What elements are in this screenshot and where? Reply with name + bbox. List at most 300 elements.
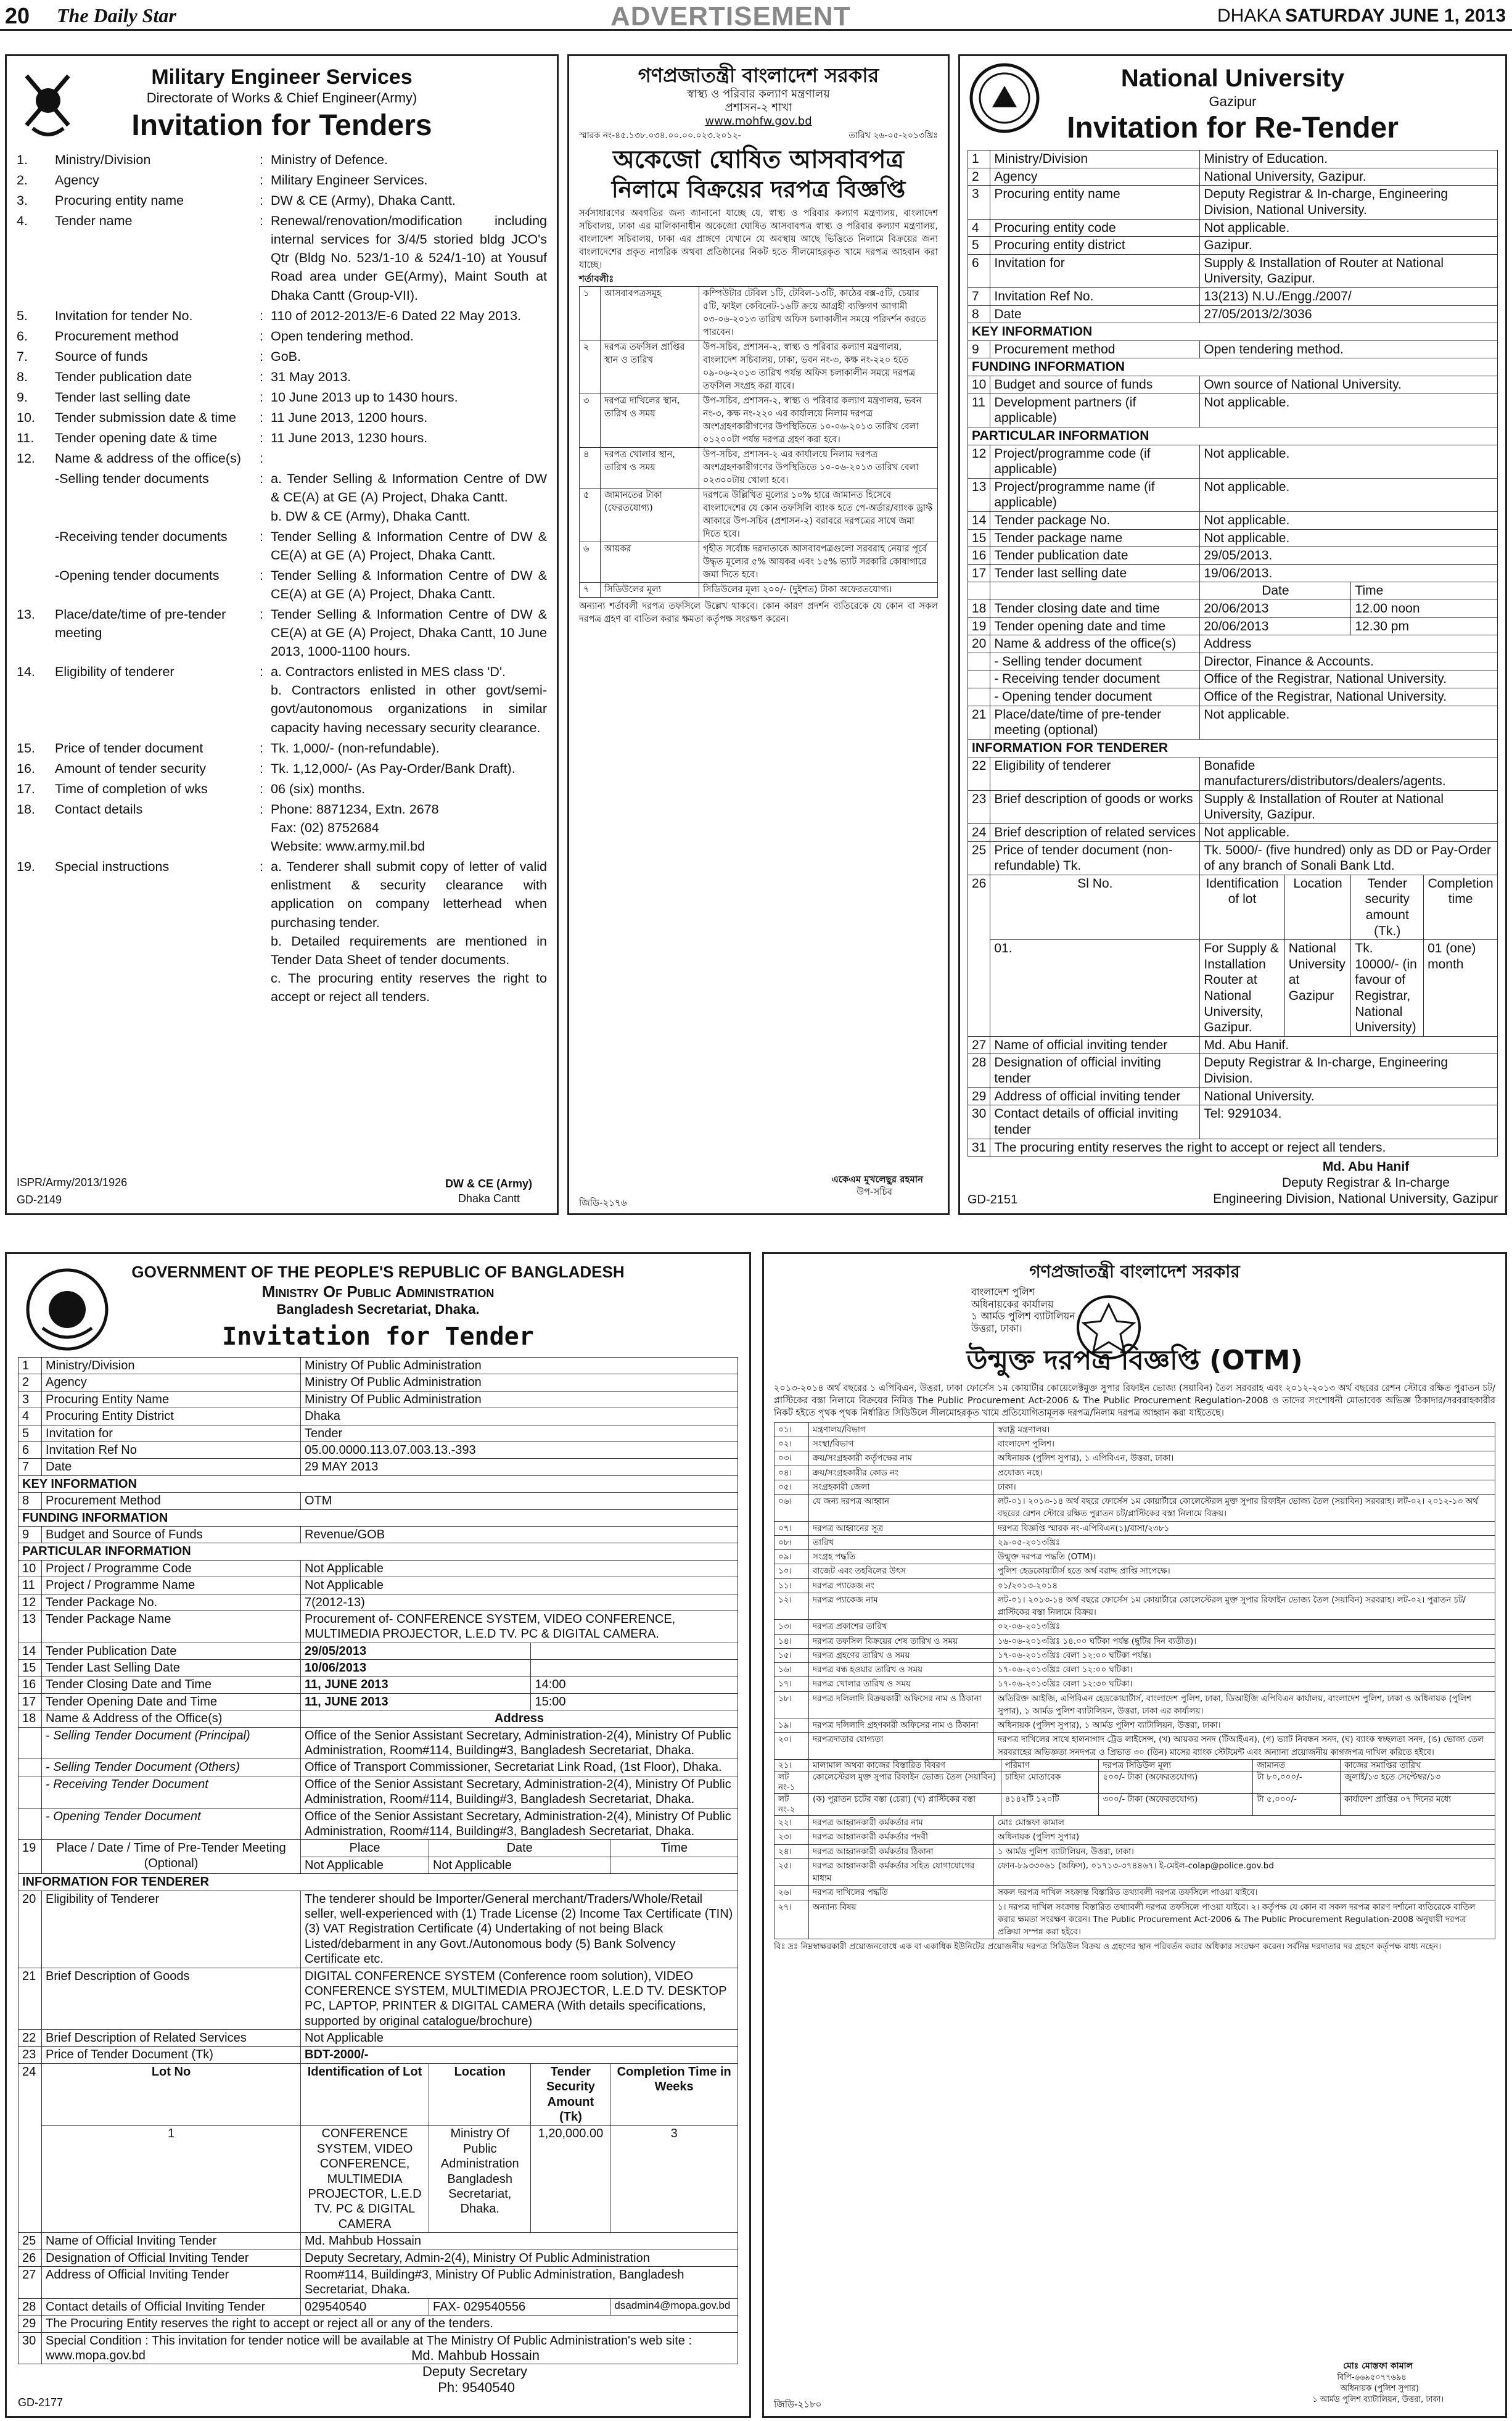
lot-cell: 01. <box>990 940 1200 1037</box>
row-label: -Selling tender documents <box>55 471 209 487</box>
date-time-row <box>18 1643 738 1659</box>
info-row <box>774 1620 1495 1634</box>
row-date: 11, JUNE 2013 <box>301 1677 531 1693</box>
row-label: -Opening tender documents <box>55 567 220 583</box>
row-number: ০৩। <box>774 1451 809 1466</box>
row-label: Tender Last Selling Date <box>42 1660 301 1677</box>
conditions-table <box>579 286 938 598</box>
row-number: 5 <box>18 1425 42 1441</box>
row-colon: : <box>260 193 263 208</box>
row-time: 15:00 <box>531 1693 738 1710</box>
pretender-row <box>18 1840 738 1857</box>
row-value: Tk. 5000/- (five hundred) only as DD or Pay-Order of any branch of Sonali Bank Ltd. <box>1200 841 1498 875</box>
row-label: Tender package name <box>990 529 1200 547</box>
masthead: The Daily Star <box>57 4 176 27</box>
government-seal-icon <box>24 1266 110 1353</box>
row-label: দরপত্র তফসিল বিক্রয়ের শেষ তারিখ ও সময় <box>809 1634 994 1648</box>
info-row <box>18 1968 738 2030</box>
tender-row <box>17 605 547 661</box>
row-number: 5. <box>17 308 28 323</box>
row-number: 2. <box>17 172 28 188</box>
row-value: Office of the Registrar, National University. <box>1200 670 1498 688</box>
memo-ref: স্মারক নং-৪৫.১৩৮.০৩৪.০০.০০.০২৩.২০১২- <box>579 130 741 141</box>
row-value: 110 of 2012-2013/E-6 Dated 22 May 2013. <box>271 308 522 323</box>
row-value: Not Applicable <box>301 1560 738 1577</box>
swords-emblem-icon <box>14 64 82 144</box>
row-label: দরপত্রদাতার যোগ্যতা <box>809 1733 994 1760</box>
signatory-title: Deputy Registrar & In-charge <box>1282 1176 1450 1190</box>
lot-header-row <box>774 1759 1495 1771</box>
row-value: 11 June 2013, 1230 hours. <box>271 431 428 446</box>
condition-row <box>580 394 938 447</box>
row-value: Gazipur. <box>1200 237 1498 255</box>
row-number: ০৭। <box>774 1521 809 1535</box>
time-value <box>610 1857 738 1873</box>
row-value: Ministry Of Public Administration <box>301 1358 738 1374</box>
lot-cell: ৪১৪২টি ১২০টি <box>1001 1794 1099 1816</box>
info-row <box>18 2030 738 2047</box>
office-row <box>18 1808 738 1840</box>
info-row <box>774 1691 1495 1718</box>
row-number: ২০। <box>774 1733 809 1760</box>
row-value: Tender <box>301 1425 738 1441</box>
info-row <box>968 151 1498 168</box>
condition-label: আসবাবপত্রসমূহ <box>601 286 699 340</box>
row-colon: : <box>260 801 263 817</box>
row-label: Project/programme code (if applicable) <box>990 445 1200 478</box>
row-label: সংগ্রহকারী জেলা <box>809 1480 994 1494</box>
row-number: 8 <box>18 1493 42 1509</box>
row-number: ১৩। <box>774 1620 809 1634</box>
row-value: ১। দরপত্র দাখিল সংক্রান্ত বিস্তারিত তথ্যাবলী দরপত্র তফসিলে পাওয়া যাইবে। ২। কর্তৃপক্ষ যে কোন বা সকল দরপত্র কারণ দর্শানো ব্যতিরেকে বাতিল করার ক্ষমতা সংরক্ষণ করেন। The Public Procurement Act-2006 & The Public Procurement Regulation-2008 অনুযায়ী দরপত্র প্রক্রিয়া সম্পন্ন করা হইবে। <box>994 1900 1495 1939</box>
condition-number: ১ <box>580 286 601 340</box>
row-value: Not applicable. <box>1200 529 1498 547</box>
row-value: 06 (six) months. <box>271 781 365 796</box>
row-number: 7 <box>968 288 990 306</box>
row-label: Invitation Ref No <box>42 1442 301 1459</box>
row-number: 28 <box>968 1054 990 1087</box>
row-value: Supply & Installation of Router at National University, Gazipur. <box>1200 790 1498 823</box>
row-label: Name & address of the office(s) <box>990 635 1200 653</box>
signatory-title: অধিনায়ক (পুলিশ সুপার) <box>1340 2384 1419 2394</box>
signatory-place: Dhaka Cantt <box>458 1192 520 1205</box>
row-label: Tender last selling date <box>55 389 191 405</box>
row-label: Tender publication date <box>990 547 1200 565</box>
row-value: দরপত্র দাখিলের সাথে হালনাগাদ ট্রেড লাইসেন্স, (খ) আয়কর সনদ (টিআইএন), (গ) ভ্যাট নিবন্ধন সনদ, (ঘ) ব্যাংক স্বচ্ছলতা সনদ, (ঙ) ভোজ্য তেল সরবরাহের অভিজ্ঞতা সনদপত্র ও প্রিভাত ৩০ (তিন) মাসের ব্যাংক স্টেটমেন্ট এবং অন্যান্য প্রয়োজনীয় কাগজপত্র দাখিল করিতে হইবে। <box>994 1733 1495 1760</box>
lot-cell: জুলাই/১৩ হতে সেপ্টেম্বর/১৩ <box>1341 1771 1495 1794</box>
condition-number: ৪ <box>580 447 601 488</box>
row-label: Eligibility of tenderer <box>990 757 1200 790</box>
section-heading: PARTICULAR INFORMATION <box>18 1543 738 1560</box>
row-number: 14 <box>18 1643 42 1659</box>
info-row <box>968 445 1498 478</box>
section-header-row <box>968 323 1498 341</box>
row-label: মন্ত্রণালয়/বিভাগ <box>809 1422 994 1437</box>
section-header-row <box>18 1874 738 1891</box>
row-value: Tk. 1,12,000/- (As Pay-Order/Bank Draft). <box>271 761 516 776</box>
page-number: 20 <box>5 3 30 28</box>
lot-cell: Tk. 10000/- (in favour of Registrar, National University) <box>1351 940 1424 1037</box>
row-number: ১৯। <box>774 1718 809 1733</box>
gd-number: জিডি-২১৭৬ <box>579 1197 627 1208</box>
row-number: ০৮। <box>774 1535 809 1549</box>
tender-row <box>17 307 547 325</box>
info-row <box>18 1891 738 1968</box>
row-number: 1 <box>968 151 990 168</box>
row-number: 19 <box>18 1840 42 1874</box>
row-label: Ministry/Division <box>990 151 1200 168</box>
row-label: Amount of tender security <box>55 761 206 776</box>
row-value: ১৭-০৬-২০১৩খ্রিঃ বেলা ১২:৩০ ঘটিকা। <box>994 1677 1495 1691</box>
tender-rows <box>17 151 547 1006</box>
row-number: ২২। <box>774 1816 809 1830</box>
row-number: 11 <box>968 394 990 427</box>
tender-row <box>17 449 547 468</box>
contact-email: dsadmin4@mopa.gov.bd <box>610 2298 738 2315</box>
row-number: 15. <box>17 740 35 756</box>
lot-header-cell: Tender security amount (Tk.) <box>1351 875 1424 939</box>
lot-cell: For Supply & Installation Router at National University, Gazipur. <box>1200 940 1284 1037</box>
place: উত্তরা, ঢাকা। <box>971 1322 1022 1334</box>
row-number: 19. <box>17 859 35 875</box>
info-row <box>968 237 1498 255</box>
row-label: Procuring Entity Name <box>42 1391 301 1408</box>
row-number: 9 <box>18 1526 42 1543</box>
row-value: Room#114, Building#3, Ministry Of Public Administration, Bangladesh Secretariat, Dhaka. <box>301 2266 738 2298</box>
row-colon: : <box>260 308 263 323</box>
row-label: Procuring entity code <box>990 219 1200 237</box>
info-row <box>968 394 1498 427</box>
row-value: Own source of National University. <box>1200 376 1498 394</box>
info-row <box>968 340 1498 358</box>
row-value: Md. Abu Hanif. <box>1200 1036 1498 1054</box>
row-value: Special Condition : This invitation for tender notice will be available at The Ministry Of Public Administration's web site : www.mopa.gov.bd <box>42 2332 738 2364</box>
gov-name: GOVERNMENT OF THE PEOPLE'S REPUBLIC OF BANGLADESH <box>131 1263 625 1281</box>
row-value: 7(2012-13) <box>301 1594 738 1611</box>
signatory-title: উপ-সচিব <box>857 1186 892 1197</box>
row-number: 4. <box>17 213 28 229</box>
row-label: Place/date/time of pre-tender meeting <box>55 607 226 641</box>
row-value: অতিরিক্ত আইজি, এপিবিএন হেডকোয়ার্টার্স, বাংলাদেশ পুলিশ, ঢাকা, ডিআইজি এপিবিএন কার্যালয়, বাংলাদেশ পুলিশ, ঢাকা ও অধিনায়ক (পুলিশ সুপার), ১ আর্মড পুলিশ ব্যাটালিয়ন, উত্তরা, ঢাকা এর কার্যালয়। <box>994 1691 1495 1718</box>
row-value: উন্মুক্ত দরপত্র পদ্ধতি (OTM)। <box>994 1550 1495 1564</box>
tender-row <box>17 408 547 427</box>
row-number: ০১। <box>774 1422 809 1437</box>
row-value: DW & CE (Army), Dhaka Cantt. <box>271 193 456 208</box>
row-label: Brief Description of Goods <box>42 1968 301 2030</box>
info-row <box>18 2332 738 2364</box>
row-number: 17 <box>18 1693 42 1710</box>
row-number: 13. <box>17 607 35 622</box>
row-number: 30 <box>18 2332 42 2364</box>
ad-health-auction <box>567 54 950 1215</box>
info-row <box>968 564 1498 582</box>
row-label: Ministry/Division <box>42 1358 301 1374</box>
row-label: -Receiving tender documents <box>55 529 228 544</box>
row-number: 25 <box>18 2233 42 2250</box>
condition-row <box>580 582 938 597</box>
blank-cell <box>18 1759 42 1776</box>
row-colon: : <box>260 172 263 188</box>
ministry: স্বাস্থ্য ও পরিবার কল্যাণ মন্ত্রণালয় <box>687 88 830 101</box>
row-number: 12 <box>968 445 990 478</box>
row-label: Tender opening date & time <box>55 431 217 446</box>
row-value: 11 June 2013, 1200 hours. <box>271 410 428 426</box>
lot-cell: (ক) পুরাতন চটের বস্তা (চেরা) (খ) প্লাস্টিকের বস্তা <box>809 1794 1001 1816</box>
row-number: 24 <box>18 2063 42 2232</box>
date-time-row <box>18 1693 738 1710</box>
row-label: Contact details <box>55 801 143 817</box>
row-number: ০২। <box>774 1437 809 1451</box>
info-row <box>774 1677 1495 1691</box>
row-value: Tender Selling & Information Centre of DW & CE(A) at GE (A) Project, Dhaka Cantt. <box>271 567 547 601</box>
row-number: 18. <box>17 801 35 817</box>
lot-row <box>774 1771 1495 1794</box>
tender-row <box>17 212 547 304</box>
row-number: 17. <box>17 781 35 796</box>
info-row <box>968 688 1498 706</box>
info-row <box>18 2266 738 2298</box>
contact-phone: 029540540 <box>301 2298 429 2315</box>
row-value: Ministry Of Public Administration <box>301 1374 738 1391</box>
row-colon: : <box>260 740 263 756</box>
section-heading: INFORMATION FOR TENDERER <box>18 1874 738 1891</box>
row-number: 25 <box>968 841 990 875</box>
row-number: 29 <box>18 2316 42 2332</box>
info-row <box>774 1886 1495 1900</box>
row-value: সকল দরপত্র দাখিল সংক্রান্ত বিস্তারিত তথ্যাবলী দরপত্র তফসিলে পাওয়া যাইবে। <box>994 1886 1495 1900</box>
row-time: 12.00 noon <box>1351 600 1498 618</box>
info-row <box>774 1844 1495 1858</box>
row-number: 26 <box>18 2250 42 2266</box>
row-number: ১৮। <box>774 1691 809 1718</box>
org-name: National University <box>1120 65 1345 92</box>
row-number: ১৭। <box>774 1677 809 1691</box>
row-number: 5 <box>968 237 990 255</box>
row-number: 11 <box>18 1577 42 1594</box>
info-row <box>774 1521 1495 1535</box>
page-header <box>0 0 1512 31</box>
info-row <box>18 1577 738 1594</box>
row-value: Bonafide manufacturers/distributors/dealers/agents. <box>1200 757 1498 790</box>
condition-value: গৃহীত সর্বোচ্চ দরদাতাকে আসবাবপত্রগুলো সরবরাহ নেয়ার পূর্বে উদ্ধৃত মূল্যের ৫% আয়কর এবং ১৫% ভ্যাট সরকারি কোষাগারে জমা দিতে হবে। <box>699 542 938 582</box>
row-date: 29/05/2013 <box>301 1643 531 1659</box>
address-header: Address <box>301 1710 738 1727</box>
ispr-ref: ISPR/Army/2013/1926 <box>17 1176 128 1189</box>
tender-row <box>17 327 547 345</box>
row-label: Budget and source of funds <box>990 376 1200 394</box>
row-value: ০১/২০১৩-২০১৪ <box>994 1578 1495 1593</box>
signatory-bp: বিপি-৬৬৯৫০৭৭৬৯৪ <box>1337 2373 1407 2383</box>
footer-text: অন্যান্য শর্তাবলী দরপত্র তফসিলে উল্লেখ থাকবে। কোন কারণ প্রদর্শন ব্যতিরেকে যে কোন বা সকল দরপত্র গ্রহণ বা বাতিল করার ক্ষমতা কর্তৃপক্ষ সংরক্ষণ করেন। <box>579 601 938 624</box>
row-label: Procurement method <box>55 328 179 344</box>
section-heading: INFORMATION FOR TENDERER <box>968 739 1498 757</box>
ad-title: Invitation for Tenders <box>131 109 432 142</box>
row-label: দরপত্র প্যাকেজ নং <box>809 1578 994 1593</box>
signatory: DW & CE (Army) <box>445 1178 532 1190</box>
lot-row <box>968 940 1498 1037</box>
row-date: 11, JUNE 2013 <box>301 1693 531 1710</box>
row-value: লট-০১। ২০১৩-১৪ অর্থ বছরে ফোর্সেস ১ম কোয়ার্টারে কোলেস্টেরল মুক্ত সুপার রিফাইন ভোজ্য তৈল (সয়াবিন) সরবরাহ। লট-০২। ২০১২-১৩ অর্থ বছরের রেশন স্টোরে রক্ষিত পুরাতন চট/প্লাস্টিকের বস্তা নিলামে বিক্রয়। <box>994 1495 1495 1522</box>
row-label: দরপত্র প্যাকেজ নাম <box>809 1593 994 1620</box>
row-time <box>531 1660 738 1677</box>
row-value: a. Contractors enlisted in MES class 'D'. b. Contractors enlisted in other govt/semi-govt/autonomous organizations in similar capacity having necessary security clearance. <box>271 664 547 735</box>
info-row <box>968 376 1498 394</box>
info-row <box>774 1535 1495 1549</box>
ad-title: Invitation for Re-Tender <box>1067 111 1399 144</box>
lot-header-cell: পরিমাণ <box>1001 1759 1099 1771</box>
row-label: Brief description of goods or works <box>990 790 1200 823</box>
condition-label: দরপত্র খোলার স্থান, তারিখ ও সময় <box>601 447 699 488</box>
row-label: Tender opening date and time <box>990 617 1200 635</box>
condition-row <box>580 488 938 542</box>
row-label: Tender Package Name <box>42 1611 301 1643</box>
info-row <box>968 1139 1498 1157</box>
lot-header-cell: Sl No. <box>990 875 1200 939</box>
lot-row <box>18 2126 738 2233</box>
branch: প্রশাসন-২ শাখা <box>725 101 792 114</box>
blank-cell <box>18 1808 42 1840</box>
row-number: ১২। <box>774 1593 809 1620</box>
lot-header-cell: Tender Security Amount (Tk) <box>531 2063 610 2126</box>
row-colon: : <box>260 431 263 446</box>
tender-row <box>17 759 547 778</box>
info-row <box>774 1593 1495 1620</box>
section-heading: KEY INFORMATION <box>18 1475 738 1492</box>
row-number: 15 <box>18 1660 42 1677</box>
row-value: Tel: 9291034. <box>1200 1105 1498 1139</box>
row-number: 18 <box>18 1710 42 1727</box>
info-row <box>968 547 1498 565</box>
condition-number: ৫ <box>580 488 601 542</box>
conditions-heading: শর্তাবলীঃ <box>579 273 614 285</box>
row-value: Office of the Registrar, National University. <box>1200 688 1498 706</box>
info-row <box>968 635 1498 653</box>
row-label: Designation of Official Inviting Tender <box>42 2250 301 2266</box>
row-number: ১৬। <box>774 1663 809 1677</box>
row-number: 13 <box>968 478 990 511</box>
tender-row <box>17 469 547 525</box>
dateline: DHAKA SATURDAY JUNE 1, 2013 <box>1217 6 1506 26</box>
row-label: Project / Programme Name <box>42 1577 301 1594</box>
info-row <box>18 1493 738 1509</box>
row-value: DIGITAL CONFERENCE SYSTEM (Conference room solution), VIDEO CONFERENCE SYSTEM, MULTIMEDIA PROJECTOR, L.E.D TV. DESKTOP PC, LAPTOP, PRINTER & DIGITAL CAMERA (With details specifications, supported by original catalogue/brochure) <box>301 1968 738 2030</box>
section-heading: FUNDING INFORMATION <box>18 1509 738 1526</box>
row-value: Not applicable. <box>1200 511 1498 529</box>
row-colon: : <box>260 529 263 544</box>
condition-label: সিডিউলের মূল্য <box>601 582 699 597</box>
section-header-row <box>18 1543 738 1560</box>
row-number: 1. <box>17 152 28 167</box>
ministry: Ministry Of Public Administration <box>261 1282 495 1301</box>
row-number: 11. <box>17 431 35 446</box>
info-row <box>968 757 1498 790</box>
office-label: - Opening Tender Document <box>42 1808 301 1840</box>
office-label: - Selling Tender Document (Principal) <box>42 1727 301 1759</box>
row-label: Time of completion of wks <box>55 781 208 796</box>
row-number: 12. <box>17 451 35 466</box>
row-number: ১১। <box>774 1578 809 1593</box>
row-number: 7. <box>17 349 28 364</box>
info-row <box>774 1816 1495 1830</box>
row-label: দরপত্র আহ্বানকারী কর্মকর্তার সহিত যোগাযোগের মাধ্যম <box>809 1858 994 1886</box>
row-value: Renewal/renovation/modification including internal services for 3/4/5 storied bldg JCO's Qtr (Bldg No. 523/1-10 & 524/1-10) at Yousuf Road area under GE(Army), Maint South at Dhaka Cantt (Group-VII). <box>271 213 547 303</box>
condition-number: ৩ <box>580 394 601 447</box>
row-number: 30 <box>968 1105 990 1139</box>
lot-header-cell: Completion Time in Weeks <box>610 2063 738 2126</box>
row-value: Open tendering method. <box>1200 340 1498 358</box>
row-value: Ministry Of Public Administration <box>301 1391 738 1408</box>
row-number: 17 <box>968 564 990 582</box>
row-value: Tender Selling & Information Centre of DW & CE(A) at GE (A) Project, Dhaka Cantt. <box>271 529 547 563</box>
row-colon: : <box>260 471 263 487</box>
row-label: Tender Package No. <box>42 1594 301 1611</box>
info-row <box>968 1036 1498 1054</box>
office-address: Office of the Senior Assistant Secretary, Administration-2(4), Ministry Of Public Administration, Room#114, Building#3, Bangladesh Secretariat, Dhaka. <box>301 1776 738 1808</box>
lot-cell: টা ৫,০০০/- <box>1253 1794 1341 1816</box>
row-number: 4 <box>18 1408 42 1425</box>
signatory: Md. Abu Hanif <box>1322 1160 1410 1174</box>
row-value: স্বরাষ্ট্র মন্ত্রণালয়। <box>994 1422 1495 1437</box>
row-label: দরপত্র আহ্বানের সূত্র <box>809 1521 994 1535</box>
row-colon: : <box>260 369 263 384</box>
info-row <box>18 2233 738 2250</box>
row-date: 20/06/2013 <box>1200 617 1351 635</box>
info-row <box>774 1564 1495 1578</box>
section-header-row <box>18 1509 738 1526</box>
row-number: 8. <box>17 369 28 384</box>
lot-header-cell: Lot No <box>42 2063 301 2126</box>
section-header-row <box>968 427 1498 445</box>
tender-row <box>17 347 547 366</box>
info-row <box>774 1733 1495 1760</box>
directorate: Directorate of Works & Chief Engineer(Army) <box>146 90 417 106</box>
info-row <box>18 1560 738 1577</box>
title-line-1: অকেজো ঘোষিত আসবাবপত্র <box>613 145 904 174</box>
row-colon: : <box>260 567 263 583</box>
row-number: 14. <box>17 664 35 680</box>
time-header: Time <box>610 1840 738 1857</box>
row-value: Phone: 8871234, Extn. 2678 Fax: (02) 8752684 Website: www.army.mil.bd <box>271 801 439 854</box>
condition-row <box>580 447 938 488</box>
info-row <box>968 478 1498 511</box>
info-row <box>968 823 1498 841</box>
row-label: Tender publication date <box>55 369 192 384</box>
row-value: Tk. 1,000/- (non-refundable). <box>271 740 440 756</box>
info-row <box>774 1422 1495 1437</box>
row-number: ২৭। <box>774 1900 809 1939</box>
row-value: a. Tender Selling & Information Centre of DW & CE(A) at GE (A) Project, Dhaka Cantt. b. DW & CE (Army), Dhaka Cantt. <box>271 471 547 524</box>
row-colon: : <box>260 859 263 875</box>
row-value: অধিনায়ক (পুলিশ সুপার), ১ এপিবিএন, উত্তরা, ঢাকা। <box>994 1451 1495 1466</box>
row-label: Invitation Ref No. <box>990 288 1200 306</box>
signatory: Md. Mahbub Hossain <box>411 2348 540 2364</box>
tender-row <box>17 388 547 406</box>
row-number: 1 <box>18 1358 42 1374</box>
row-label: Designation of official inviting tender <box>990 1054 1200 1087</box>
row-number: 10. <box>17 410 35 426</box>
row-value: ১৬-০৬-২০১৩খ্রিঃ ১৪.০০ ঘটিকা পর্যন্ত (ছুটির দিন ব্যতীত)। <box>994 1634 1495 1648</box>
row-label: সংস্থা/বিভাগ <box>809 1437 994 1451</box>
time-header: Time <box>1351 582 1498 600</box>
row-label: Tender Opening Date and Time <box>42 1693 301 1710</box>
lot-cell: চাহিদা মোতাবেক <box>1001 1771 1099 1794</box>
lot-header-cell: Location <box>1284 875 1351 939</box>
tender-row <box>17 662 547 736</box>
row-value: The procuring entity reserves the right to accept or reject all tenders. <box>990 1139 1498 1157</box>
info-row <box>18 2316 738 2332</box>
info-row <box>774 1858 1495 1886</box>
row-label: Agency <box>42 1374 301 1391</box>
